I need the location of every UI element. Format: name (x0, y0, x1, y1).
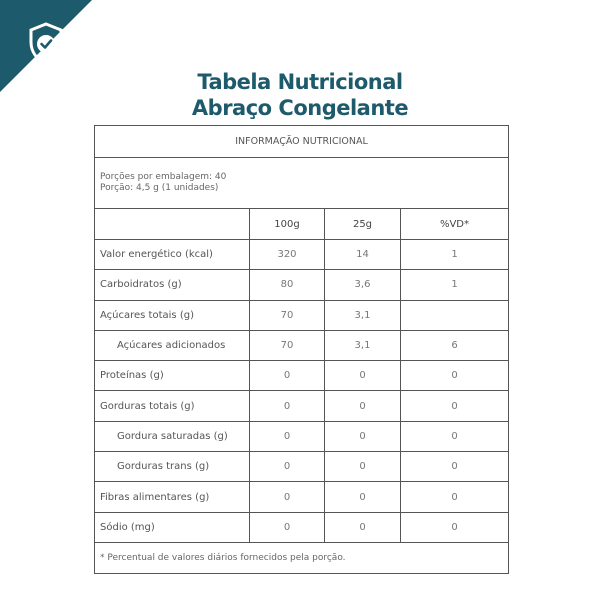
column-header-name (95, 209, 250, 240)
table-header: INFORMAÇÃO NUTRICIONAL (95, 126, 509, 158)
value-vd: 0 (401, 512, 509, 542)
nutrient-name: Gorduras trans (g) (95, 452, 250, 482)
product-name: Abraço Congelante (191, 96, 409, 120)
nutrient-name: Carboidratos (g) (95, 270, 250, 300)
portion-info (95, 158, 509, 209)
value-100g: 0 (250, 512, 325, 542)
table-row (95, 452, 509, 482)
nutrient-name: Sódio (mg) (95, 512, 250, 542)
value-25g: 3,1 (325, 300, 401, 330)
value-100g: 80 (250, 270, 325, 300)
column-header-100g: 100g (250, 209, 325, 240)
value-100g: 0 (250, 452, 325, 482)
value-100g: 0 (250, 391, 325, 421)
value-vd: 0 (401, 391, 509, 421)
value-25g: 0 (325, 421, 401, 451)
table-row (95, 330, 509, 360)
nutrient-name: Açúcares adicionados (95, 330, 250, 360)
value-vd: 0 (401, 361, 509, 391)
table-row (95, 421, 509, 451)
nutrient-name: Gorduras totais (g) (95, 391, 250, 421)
value-vd: 6 (401, 330, 509, 360)
portion-size: Porção: 4,5 g (1 unidades) (100, 183, 219, 193)
value-25g: 0 (325, 391, 401, 421)
nutrient-name: Gordura saturadas (g) (95, 421, 250, 451)
nutrient-name: Valor energético (kcal) (95, 240, 250, 270)
value-25g: 3,1 (325, 330, 401, 360)
table-row (95, 482, 509, 512)
badge-line-1: COMPRA (20, 69, 64, 79)
value-vd: 0 (401, 421, 509, 451)
value-100g: 70 (250, 330, 325, 360)
column-header-row (95, 209, 509, 240)
value-100g: 70 (250, 300, 325, 330)
value-100g: 0 (250, 421, 325, 451)
value-25g: 3,6 (325, 270, 401, 300)
table-row (95, 270, 509, 300)
badge-line-2: SEGURA (21, 78, 63, 88)
nutrition-table (94, 125, 509, 574)
value-vd (401, 300, 509, 330)
table-row (95, 361, 509, 391)
table-row (95, 391, 509, 421)
value-vd: 0 (401, 452, 509, 482)
shield-check-icon (28, 22, 64, 66)
value-100g: 320 (250, 240, 325, 270)
value-vd: 1 (401, 270, 509, 300)
nutrient-name: Açúcares totais (g) (95, 300, 250, 330)
nutrient-name: Proteínas (g) (95, 361, 250, 391)
value-25g: 14 (325, 240, 401, 270)
nutrient-name: Fibras alimentares (g) (95, 482, 250, 512)
page-title: Tabela Nutricional (197, 70, 403, 94)
value-vd: 1 (401, 240, 509, 270)
value-25g: 0 (325, 361, 401, 391)
table-row (95, 240, 509, 270)
column-header-vd: %VD* (401, 209, 509, 240)
value-100g: 0 (250, 482, 325, 512)
value-25g: 0 (325, 452, 401, 482)
column-header-25g: 25g (325, 209, 401, 240)
value-vd: 0 (401, 482, 509, 512)
footnote: * Percentual de valores diários fornecidos pela porção. (95, 542, 509, 573)
value-25g: 0 (325, 512, 401, 542)
portions-per-package: Porções por embalagem: 40 (100, 172, 227, 182)
value-25g: 0 (325, 482, 401, 512)
table-row (95, 300, 509, 330)
value-100g: 0 (250, 361, 325, 391)
table-row (95, 512, 509, 542)
